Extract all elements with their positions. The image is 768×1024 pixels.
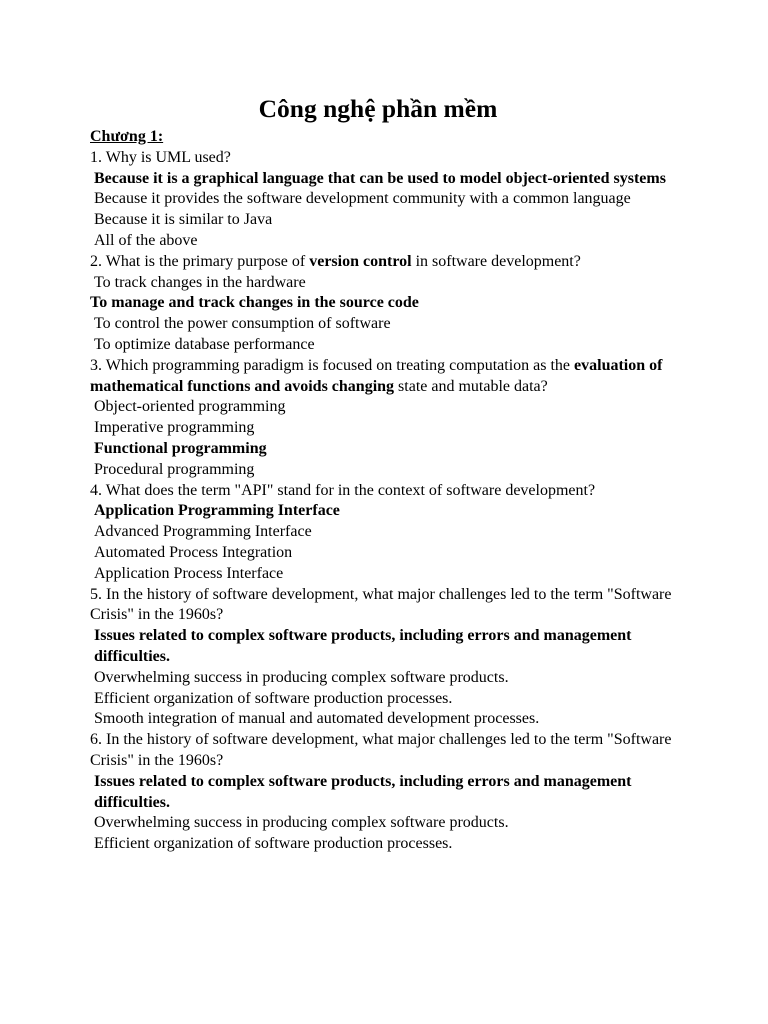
question-text — [90, 356, 680, 398]
answer-option-text: Issues related to complex software products, including errors and management difficulties. — [94, 627, 636, 665]
answer-option-text: Smooth integration of manual and automated development processes. — [94, 710, 540, 728]
answer-option-text: Imperative programming — [94, 419, 255, 437]
answer-option — [90, 231, 680, 252]
answer-option-text: Advanced Programming Interface — [94, 523, 312, 541]
answer-option-correct — [90, 626, 680, 668]
answer-option — [90, 210, 680, 231]
answer-option-text: Procedural programming — [94, 460, 255, 478]
answer-option-text: Efficient organization of software production processes. — [94, 689, 453, 707]
question-segment: state and mutable data? — [394, 377, 548, 395]
answer-option-text: Issues related to complex software products, including errors and management difficulties. — [94, 772, 636, 811]
answer-option — [90, 397, 680, 418]
answer-option-text: Object-oriented programming — [94, 398, 286, 416]
answer-option — [90, 543, 680, 564]
question-segment: 2. What is the primary purpose of — [90, 252, 310, 270]
question-text — [90, 148, 680, 169]
question-segment: 5. In the history of software development, what major challenges led to the term "Software Crisis" in the 1960s? — [90, 585, 676, 624]
question-block — [90, 252, 680, 356]
answer-option — [90, 522, 680, 543]
answer-option-correct — [90, 293, 680, 314]
question-block — [90, 481, 680, 585]
answer-option — [90, 564, 680, 585]
answer-option — [90, 834, 680, 855]
question-block — [90, 356, 680, 481]
answer-option-text: To optimize database performance — [94, 335, 315, 353]
answer-option — [90, 418, 680, 439]
answer-option-correct — [90, 439, 680, 460]
question-list — [90, 148, 680, 855]
answer-option — [90, 189, 680, 210]
answer-option-correct — [90, 169, 680, 190]
question-text — [90, 585, 680, 627]
answer-option-correct — [90, 501, 680, 522]
answer-option-text: Functional programming — [94, 439, 267, 457]
answer-option-text: Automated Process Integration — [94, 543, 293, 561]
answer-option-text: To control the power consumption of software — [94, 315, 391, 333]
question-segment: 6. In the history of software development, what major challenges led to the term "Software Crisis" in the 1960s? — [90, 731, 676, 769]
answer-option-text: Efficient organization of software production processes. — [94, 835, 453, 853]
answer-option-text: To track changes in the hardware — [94, 273, 306, 291]
question-segment: 3. Which programming paradigm is focused on treating computation as the — [90, 356, 575, 374]
answer-option — [90, 273, 680, 294]
answer-option — [90, 460, 680, 481]
answer-option-text: All of the above — [94, 231, 198, 249]
answer-option-text: Because it provides the software development community with a common language — [94, 190, 631, 208]
question-segment: 1. Why is UML used? — [90, 148, 231, 166]
question-block — [90, 148, 680, 252]
answer-option — [90, 668, 680, 689]
question-emphasis: evaluation of mathematical functions and avoids changing — [90, 356, 667, 395]
document-page — [90, 92, 680, 855]
answer-option — [90, 689, 680, 710]
answer-option — [90, 709, 680, 730]
document-title: Công nghệ phần mềm — [258, 94, 498, 123]
question-text — [90, 730, 680, 772]
question-block — [90, 585, 680, 731]
question-text — [90, 481, 680, 502]
answer-option — [90, 813, 680, 834]
answer-option-text: Application Programming Interface — [94, 502, 340, 520]
answer-option-text: Overwhelming success in producing complex software products. — [94, 814, 509, 832]
answer-option — [90, 335, 680, 356]
answer-option-text: Because it is a graphical language that can be used to model object-oriented systems — [94, 169, 666, 187]
question-emphasis: version control — [309, 252, 412, 270]
question-segment: in software development? — [411, 252, 581, 270]
answer-option-text: Application Process Interface — [94, 564, 284, 582]
chapter-heading: Chương 1: — [90, 128, 164, 145]
question-block — [90, 730, 680, 855]
answer-option — [90, 314, 680, 335]
answer-option-text: Overwhelming success in producing complex software products. — [94, 668, 509, 686]
answer-option-text: Because it is similar to Java — [94, 211, 273, 229]
question-text — [90, 252, 680, 273]
answer-option-correct — [90, 772, 680, 814]
answer-option-text: To manage and track changes in the source code — [90, 294, 419, 312]
question-segment: 4. What does the term "API" stand for in the context of software development? — [90, 481, 596, 499]
